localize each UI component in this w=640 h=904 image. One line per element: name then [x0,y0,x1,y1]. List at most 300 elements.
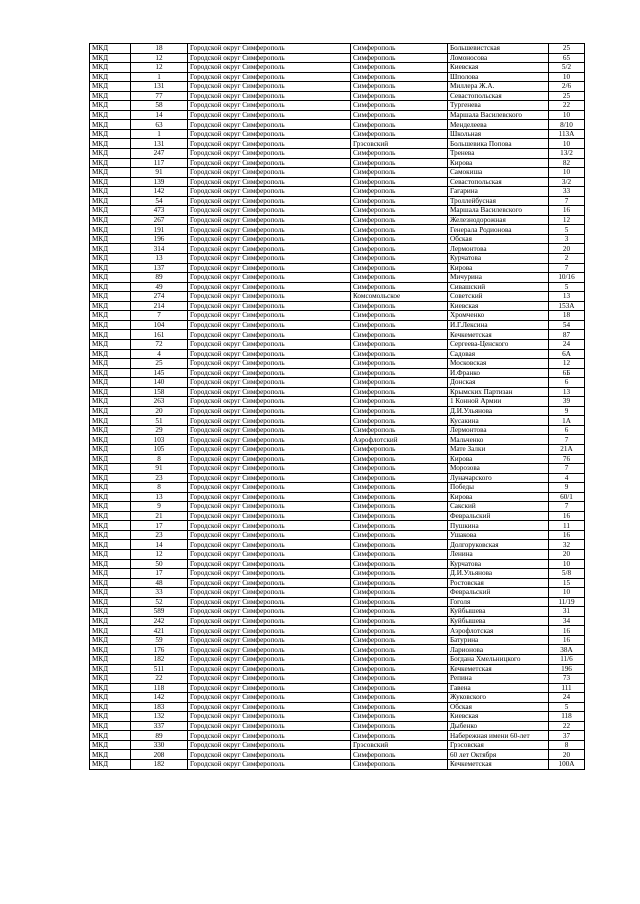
cell-house: 76 [549,454,585,464]
cell-district: Городской округ Симферополь [188,206,351,216]
cell-number: 117 [131,158,188,168]
cell-object-type: МКД [90,120,131,130]
cell-number: 33 [131,588,188,598]
cell-house: 6А [549,349,585,359]
cell-district: Городской округ Симферополь [188,368,351,378]
cell-street: Мальченко [448,435,549,445]
table-row [90,444,585,454]
table-row [90,139,585,149]
cell-street: Луначарского [448,473,549,483]
cell-district: Городской округ Симферополь [188,521,351,531]
cell-number: 137 [131,263,188,273]
cell-number: 22 [131,674,188,684]
cell-house: 12 [549,359,585,369]
cell-settlement: Симферополь [351,616,448,626]
cell-object-type: МКД [90,473,131,483]
cell-street: Набережная имени 60-лет [448,731,549,741]
cell-settlement: Симферополь [351,674,448,684]
cell-street: Школьная [448,129,549,139]
cell-object-type: МКД [90,549,131,559]
table-row [90,674,585,684]
cell-house: 16 [549,626,585,636]
table-row [90,82,585,92]
cell-object-type: МКД [90,483,131,493]
table-row [90,406,585,416]
cell-object-type: МКД [90,292,131,302]
cell-number: 48 [131,578,188,588]
cell-district: Городской округ Симферополь [188,168,351,178]
cell-district: Городской округ Симферополь [188,664,351,674]
table-row [90,464,585,474]
table-row [90,177,585,187]
cell-house: 21А [549,444,585,454]
cell-settlement: Симферополь [351,521,448,531]
cell-object-type: МКД [90,168,131,178]
cell-number: 7 [131,311,188,321]
cell-settlement: Симферополь [351,416,448,426]
cell-object-type: МКД [90,206,131,216]
cell-house: 16 [549,635,585,645]
cell-number: 91 [131,168,188,178]
cell-number: 59 [131,635,188,645]
cell-number: 14 [131,540,188,550]
cell-district: Городской округ Симферополь [188,53,351,63]
cell-settlement: Симферополь [351,731,448,741]
table-row [90,368,585,378]
cell-object-type: МКД [90,502,131,512]
cell-number: 139 [131,177,188,187]
cell-house: 7 [549,464,585,474]
cell-object-type: МКД [90,635,131,645]
cell-house: 20 [549,244,585,254]
cell-district: Городской округ Симферополь [188,263,351,273]
cell-object-type: МКД [90,425,131,435]
table-row [90,196,585,206]
cell-number: 182 [131,760,188,770]
cell-street: Сергеева-Ценского [448,339,549,349]
cell-district: Городской округ Симферополь [188,187,351,197]
table-row [90,273,585,283]
table-row [90,311,585,321]
cell-street: Ленина [448,549,549,559]
table-row [90,225,585,235]
cell-number: 183 [131,702,188,712]
cell-object-type: МКД [90,406,131,416]
cell-house: 13 [549,292,585,302]
cell-object-type: МКД [90,740,131,750]
cell-object-type: МКД [90,244,131,254]
cell-object-type: МКД [90,311,131,321]
cell-house: 11 [549,521,585,531]
cell-street: Киевская [448,301,549,311]
cell-house: 10 [549,139,585,149]
cell-number: 105 [131,444,188,454]
cell-district: Городской округ Симферополь [188,502,351,512]
cell-district: Городской округ Симферополь [188,530,351,540]
cell-district: Городской округ Симферополь [188,464,351,474]
cell-district: Городской округ Симферополь [188,569,351,579]
cell-settlement: Симферополь [351,559,448,569]
cell-object-type: МКД [90,464,131,474]
cell-house: 5/8 [549,569,585,579]
table-row [90,187,585,197]
table-row [90,569,585,579]
table-row [90,63,585,73]
cell-number: 1 [131,129,188,139]
table-row [90,416,585,426]
cell-district: Городской округ Симферополь [188,721,351,731]
cell-district: Городской округ Симферополь [188,559,351,569]
cell-district: Городской округ Симферополь [188,655,351,665]
cell-district: Городской округ Симферополь [188,683,351,693]
cell-district: Городской округ Симферополь [188,292,351,302]
cell-house: 24 [549,693,585,703]
table-row [90,530,585,540]
table-row [90,330,585,340]
cell-object-type: МКД [90,530,131,540]
cell-object-type: МКД [90,158,131,168]
cell-number: 9 [131,502,188,512]
cell-house: 39 [549,397,585,407]
cell-settlement: Симферополь [351,263,448,273]
cell-house: 196 [549,664,585,674]
cell-district: Городской округ Симферополь [188,492,351,502]
cell-settlement: Симферополь [351,502,448,512]
cell-street: Кирова [448,454,549,464]
cell-settlement: Симферополь [351,368,448,378]
cell-street: Севастопольская [448,91,549,101]
cell-object-type: МКД [90,330,131,340]
cell-district: Городской округ Симферополь [188,540,351,550]
table-row [90,492,585,502]
cell-street: Ларионова [448,645,549,655]
cell-house: 9 [549,406,585,416]
cell-district: Городской округ Симферополь [188,339,351,349]
cell-street: И.Франко [448,368,549,378]
cell-street: Ростовская [448,578,549,588]
cell-number: 267 [131,215,188,225]
cell-number: 182 [131,655,188,665]
cell-district: Городской округ Симферополь [188,72,351,82]
table-row [90,473,585,483]
table-row [90,425,585,435]
cell-district: Городской округ Симферополь [188,215,351,225]
cell-settlement: Симферополь [351,406,448,416]
cell-number: 242 [131,616,188,626]
cell-object-type: МКД [90,616,131,626]
cell-house: 13/2 [549,149,585,159]
cell-street: Февральский [448,511,549,521]
cell-object-type: МКД [90,540,131,550]
cell-settlement: Симферополь [351,760,448,770]
cell-house: 2 [549,254,585,264]
cell-number: 196 [131,234,188,244]
table-row [90,721,585,731]
cell-object-type: МКД [90,712,131,722]
cell-settlement: Симферополь [351,645,448,655]
table-row [90,359,585,369]
housing-table [89,43,585,770]
cell-street: Крымских Партизан [448,387,549,397]
cell-settlement: Симферополь [351,492,448,502]
table-row [90,454,585,464]
cell-house: 9 [549,483,585,493]
table-row [90,254,585,264]
cell-settlement: Симферополь [351,712,448,722]
cell-settlement: Симферополь [351,149,448,159]
cell-street: Большевистская [448,44,549,54]
cell-number: 77 [131,91,188,101]
cell-object-type: МКД [90,569,131,579]
cell-settlement: Симферополь [351,158,448,168]
cell-settlement: Симферополь [351,110,448,120]
cell-house: 31 [549,607,585,617]
cell-settlement: Симферополь [351,320,448,330]
cell-house: 10 [549,72,585,82]
table-row [90,521,585,531]
cell-settlement: Симферополь [351,473,448,483]
cell-number: 58 [131,101,188,111]
cell-district: Городской округ Симферополь [188,750,351,760]
cell-street: Менделеева [448,120,549,130]
cell-district: Городской округ Симферополь [188,244,351,254]
cell-object-type: МКД [90,129,131,139]
cell-settlement: Симферополь [351,177,448,187]
cell-house: 8 [549,740,585,750]
cell-street: Обская [448,702,549,712]
cell-district: Городской округ Симферополь [188,549,351,559]
cell-house: 12 [549,215,585,225]
cell-settlement: Симферополь [351,53,448,63]
cell-number: 8 [131,483,188,493]
table-row [90,397,585,407]
cell-object-type: МКД [90,578,131,588]
cell-street: 60 лет Октября [448,750,549,760]
cell-settlement: Симферополь [351,540,448,550]
cell-number: 20 [131,406,188,416]
table-row [90,702,585,712]
cell-district: Городской округ Симферополь [188,731,351,741]
cell-district: Городской округ Симферополь [188,702,351,712]
cell-house: 113А [549,129,585,139]
cell-house: 73 [549,674,585,684]
cell-house: 10 [549,588,585,598]
cell-object-type: МКД [90,139,131,149]
cell-district: Городской округ Симферополь [188,397,351,407]
table-body [90,44,585,770]
table-row [90,559,585,569]
cell-settlement: Симферополь [351,339,448,349]
cell-settlement: Симферополь [351,549,448,559]
cell-settlement: Симферополь [351,225,448,235]
table-row [90,683,585,693]
cell-district: Городской округ Симферополь [188,82,351,92]
cell-object-type: МКД [90,339,131,349]
cell-street: Киевская [448,63,549,73]
cell-settlement: Симферополь [351,101,448,111]
cell-street: Грэсовская [448,740,549,750]
table-row [90,635,585,645]
cell-settlement: Симферополь [351,664,448,674]
cell-number: 103 [131,435,188,445]
cell-settlement: Симферополь [351,683,448,693]
cell-street: Железнодорожная [448,215,549,225]
cell-object-type: МКД [90,72,131,82]
cell-object-type: МКД [90,263,131,273]
cell-number: 23 [131,530,188,540]
cell-house: 7 [549,196,585,206]
cell-district: Городской округ Симферополь [188,149,351,159]
cell-object-type: МКД [90,82,131,92]
cell-number: 72 [131,339,188,349]
cell-street: Кусакина [448,416,549,426]
cell-district: Городской округ Симферополь [188,301,351,311]
table-row [90,282,585,292]
cell-street: Победы [448,483,549,493]
cell-settlement: Симферополь [351,301,448,311]
cell-number: 49 [131,282,188,292]
cell-number: 274 [131,292,188,302]
cell-district: Городской округ Симферополь [188,282,351,292]
cell-street: Севастопольская [448,177,549,187]
cell-house: 6 [549,378,585,388]
cell-street: Долгоруковская [448,540,549,550]
cell-district: Городской округ Симферополь [188,607,351,617]
table-row [90,53,585,63]
cell-number: 145 [131,368,188,378]
cell-street: И.Г.Лексина [448,320,549,330]
cell-street: Гоголя [448,597,549,607]
cell-district: Городской округ Симферополь [188,444,351,454]
cell-house: 5 [549,225,585,235]
cell-object-type: МКД [90,53,131,63]
cell-settlement: Симферополь [351,397,448,407]
cell-settlement: Симферополь [351,444,448,454]
cell-object-type: МКД [90,44,131,54]
cell-object-type: МКД [90,397,131,407]
cell-settlement: Симферополь [351,693,448,703]
cell-street: Тургенева [448,101,549,111]
cell-district: Городской округ Симферополь [188,177,351,187]
cell-district: Городской округ Симферополь [188,91,351,101]
cell-object-type: МКД [90,655,131,665]
cell-district: Городской округ Симферополь [188,63,351,73]
cell-street: Киевская [448,712,549,722]
cell-settlement: Грэсовский [351,740,448,750]
table-row [90,91,585,101]
cell-house: 54 [549,320,585,330]
cell-settlement: Симферополь [351,750,448,760]
cell-street: Обская [448,234,549,244]
cell-district: Городской округ Симферополь [188,473,351,483]
table-row [90,740,585,750]
cell-house: 15 [549,578,585,588]
cell-object-type: МКД [90,234,131,244]
cell-object-type: МКД [90,693,131,703]
cell-number: 314 [131,244,188,254]
cell-settlement: Симферополь [351,607,448,617]
cell-number: 142 [131,693,188,703]
cell-object-type: МКД [90,607,131,617]
cell-street: Мичурина [448,273,549,283]
cell-house: 6 [549,425,585,435]
cell-number: 13 [131,254,188,264]
cell-number: 473 [131,206,188,216]
cell-settlement: Симферополь [351,63,448,73]
cell-street: Большевика Попова [448,139,549,149]
cell-street: Тренева [448,149,549,159]
cell-number: 337 [131,721,188,731]
cell-object-type: МКД [90,559,131,569]
cell-number: 142 [131,187,188,197]
cell-district: Городской округ Симферополь [188,760,351,770]
cell-object-type: МКД [90,702,131,712]
cell-number: 104 [131,320,188,330]
cell-object-type: МКД [90,225,131,235]
cell-district: Городской округ Симферополь [188,254,351,264]
cell-street: Кирова [448,263,549,273]
cell-street: Московская [448,359,549,369]
cell-house: 111 [549,683,585,693]
cell-settlement: Симферополь [351,702,448,712]
cell-house: 6Б [549,368,585,378]
cell-district: Городской округ Симферополь [188,645,351,655]
cell-number: 158 [131,387,188,397]
cell-district: Городской округ Симферополь [188,578,351,588]
cell-number: 50 [131,559,188,569]
cell-house: 24 [549,339,585,349]
cell-object-type: МКД [90,301,131,311]
cell-object-type: МКД [90,254,131,264]
cell-number: 421 [131,626,188,636]
table-row [90,339,585,349]
cell-number: 330 [131,740,188,750]
table-row [90,664,585,674]
cell-object-type: МКД [90,664,131,674]
cell-number: 263 [131,397,188,407]
cell-house: 60/1 [549,492,585,502]
cell-house: 5 [549,702,585,712]
cell-number: 29 [131,425,188,435]
cell-street: Генерала Родионова [448,225,549,235]
cell-object-type: МКД [90,149,131,159]
cell-district: Городской округ Симферополь [188,425,351,435]
cell-district: Городской округ Симферополь [188,387,351,397]
cell-number: 208 [131,750,188,760]
cell-object-type: МКД [90,368,131,378]
table-row [90,750,585,760]
cell-settlement: Симферополь [351,626,448,636]
cell-number: 89 [131,273,188,283]
cell-street: Гагарина [448,187,549,197]
cell-house: 10 [549,168,585,178]
cell-number: 176 [131,645,188,655]
cell-house: 4 [549,473,585,483]
cell-settlement: Симферополь [351,82,448,92]
table-row [90,120,585,130]
cell-settlement: Симферополь [351,387,448,397]
cell-object-type: МКД [90,597,131,607]
cell-settlement: Симферополь [351,721,448,731]
cell-street: Кечкеметская [448,664,549,674]
table-row [90,607,585,617]
cell-settlement: Симферополь [351,454,448,464]
cell-street: Советский [448,292,549,302]
table-row [90,549,585,559]
cell-settlement: Симферополь [351,483,448,493]
cell-district: Городской округ Симферополь [188,359,351,369]
table-row [90,540,585,550]
